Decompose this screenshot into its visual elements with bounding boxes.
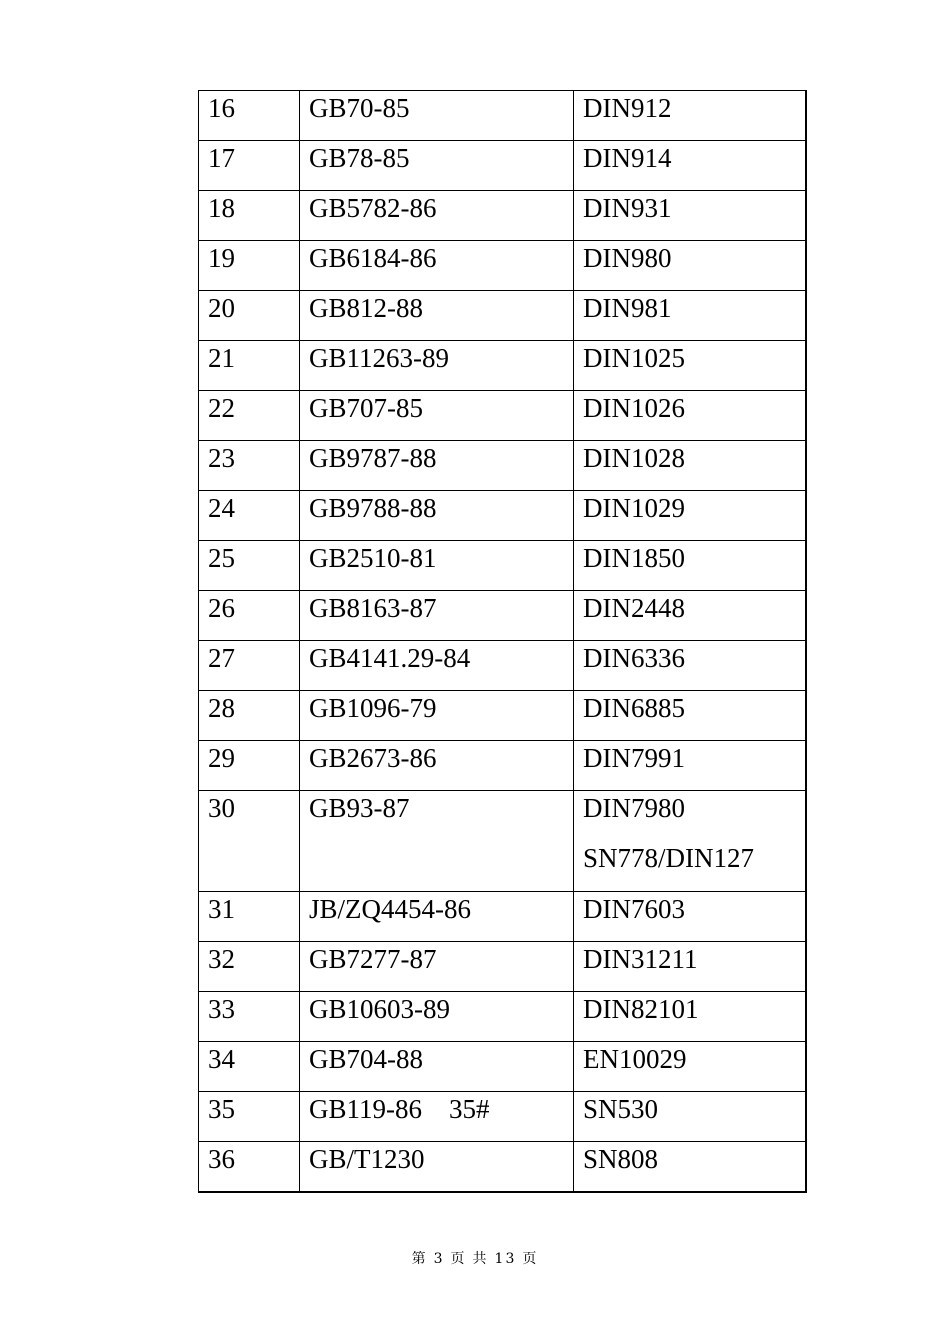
gb-standard-cell: GB6184-86 xyxy=(300,241,574,291)
table-row xyxy=(199,641,806,691)
table-row xyxy=(199,191,806,241)
table-row xyxy=(199,691,806,741)
table-row xyxy=(199,1142,806,1192)
table-row xyxy=(199,892,806,942)
table-row xyxy=(199,1092,806,1142)
gb-standard-cell: GB/T1230 xyxy=(300,1142,574,1192)
row-number-cell: 21 xyxy=(199,341,300,391)
din-standard-value: DIN7991 xyxy=(583,743,685,773)
din-standard-value: DIN912 xyxy=(583,93,672,123)
din-standard-value: DIN7603 xyxy=(583,894,685,924)
gb-standard-cell: GB707-85 xyxy=(300,391,574,441)
din-standard-cell xyxy=(574,491,806,541)
row-number-cell: 16 xyxy=(199,91,300,141)
row-number-cell: 34 xyxy=(199,1042,300,1092)
din-standard-cell xyxy=(574,942,806,992)
gb-standard-cell: GB704-88 xyxy=(300,1042,574,1092)
table-row xyxy=(199,141,806,191)
din-standard-value: SN808 xyxy=(583,1144,659,1174)
table-row xyxy=(199,791,806,892)
footer-total-unit: 页 xyxy=(522,1251,539,1267)
table-row xyxy=(199,341,806,391)
row-number-cell: 25 xyxy=(199,541,300,591)
din-standard-cell xyxy=(574,291,806,341)
row-number-cell: 20 xyxy=(199,291,300,341)
row-number-cell: 24 xyxy=(199,491,300,541)
din-standard-value: DIN981 xyxy=(583,293,672,323)
row-number-cell: 29 xyxy=(199,741,300,791)
din-standard-value: DIN2448 xyxy=(583,593,685,623)
din-standard-value: DIN1025 xyxy=(583,343,685,373)
din-standard-value: SN778/DIN127 xyxy=(583,843,755,873)
row-number-cell: 30 xyxy=(199,791,300,892)
din-standard-cell xyxy=(574,591,806,641)
gb-standard-cell: GB4141.29-84 xyxy=(300,641,574,691)
din-standard-cell xyxy=(574,241,806,291)
din-standard-cell xyxy=(574,1092,806,1142)
din-standard-cell xyxy=(574,641,806,691)
din-standard-cell xyxy=(574,741,806,791)
table-row xyxy=(199,291,806,341)
row-number-cell: 17 xyxy=(199,141,300,191)
row-number-cell: 27 xyxy=(199,641,300,691)
gb-standard-cell: GB1096-79 xyxy=(300,691,574,741)
din-standard-cell xyxy=(574,791,806,892)
din-standard-value: DIN1850 xyxy=(583,543,685,573)
footer-page-unit: 页 xyxy=(450,1251,467,1267)
din-standard-cell xyxy=(574,191,806,241)
gb-standard-cell: GB9788-88 xyxy=(300,491,574,541)
din-standard-value: DIN914 xyxy=(583,143,672,173)
row-number-cell: 32 xyxy=(199,942,300,992)
row-number-cell: 22 xyxy=(199,391,300,441)
din-standard-cell xyxy=(574,391,806,441)
row-number-cell: 19 xyxy=(199,241,300,291)
din-standard-value: DIN6885 xyxy=(583,693,685,723)
table-row xyxy=(199,491,806,541)
table-row xyxy=(199,992,806,1042)
table-row xyxy=(199,241,806,291)
din-standard-cell xyxy=(574,992,806,1042)
footer-total-pages: 13 xyxy=(494,1251,517,1267)
standards-table xyxy=(198,90,807,1193)
din-standard-value: DIN1028 xyxy=(583,443,685,473)
table-row xyxy=(199,741,806,791)
din-standard-cell xyxy=(574,541,806,591)
row-number-cell: 18 xyxy=(199,191,300,241)
table-row xyxy=(199,391,806,441)
din-standard-value: DIN6336 xyxy=(583,643,685,673)
din-standard-value: SN530 xyxy=(583,1094,659,1124)
gb-standard-cell: GB5782-86 xyxy=(300,191,574,241)
gb-standard-cell: GB2510-81 xyxy=(300,541,574,591)
gb-standard-cell: GB93-87 xyxy=(300,791,574,892)
gb-standard-cell: GB812-88 xyxy=(300,291,574,341)
din-standard-value: DIN1029 xyxy=(583,493,685,523)
gb-standard-cell: GB78-85 xyxy=(300,141,574,191)
table-row xyxy=(199,591,806,641)
gb-standard-cell: GB9787-88 xyxy=(300,441,574,491)
table-body xyxy=(199,91,806,1192)
row-number-cell: 35 xyxy=(199,1092,300,1142)
row-number-cell: 31 xyxy=(199,892,300,942)
din-standard-value: DIN1026 xyxy=(583,393,685,423)
din-standard-value: DIN980 xyxy=(583,243,672,273)
gb-standard-cell: GB2673-86 xyxy=(300,741,574,791)
din-standard-value: DIN931 xyxy=(583,193,672,223)
din-standard-value: DIN31211 xyxy=(583,944,698,974)
din-standard-cell xyxy=(574,892,806,942)
din-standard-value: DIN7980 xyxy=(583,793,685,823)
gb-standard-cell: GB8163-87 xyxy=(300,591,574,641)
row-number-cell: 33 xyxy=(199,992,300,1042)
din-standard-cell xyxy=(574,91,806,141)
din-standard-cell xyxy=(574,691,806,741)
table-row xyxy=(199,942,806,992)
gb-standard-cell: GB119-86 35# xyxy=(300,1092,574,1142)
gb-standard-cell: GB10603-89 xyxy=(300,992,574,1042)
din-standard-cell xyxy=(574,341,806,391)
page-footer xyxy=(0,1248,950,1268)
footer-total-prefix: 共 xyxy=(472,1251,489,1267)
row-number-cell: 28 xyxy=(199,691,300,741)
row-number-cell: 26 xyxy=(199,591,300,641)
gb-standard-cell: GB70-85 xyxy=(300,91,574,141)
din-standard-value: DIN82101 xyxy=(583,994,699,1024)
gb-standard-cell: JB/ZQ4454-86 xyxy=(300,892,574,942)
gb-standard-cell: GB7277-87 xyxy=(300,942,574,992)
table-row xyxy=(199,91,806,141)
row-number-cell: 23 xyxy=(199,441,300,491)
din-standard-cell xyxy=(574,1142,806,1192)
gb-standard-cell: GB11263-89 xyxy=(300,341,574,391)
footer-page-number: 3 xyxy=(433,1251,445,1267)
table-row xyxy=(199,441,806,491)
din-standard-cell xyxy=(574,141,806,191)
table-row xyxy=(199,541,806,591)
din-standard-cell xyxy=(574,441,806,491)
row-number-cell: 36 xyxy=(199,1142,300,1192)
footer-prefix: 第 xyxy=(411,1251,428,1267)
din-standard-value: EN10029 xyxy=(583,1044,687,1074)
din-standard-cell xyxy=(574,1042,806,1092)
table-row xyxy=(199,1042,806,1092)
